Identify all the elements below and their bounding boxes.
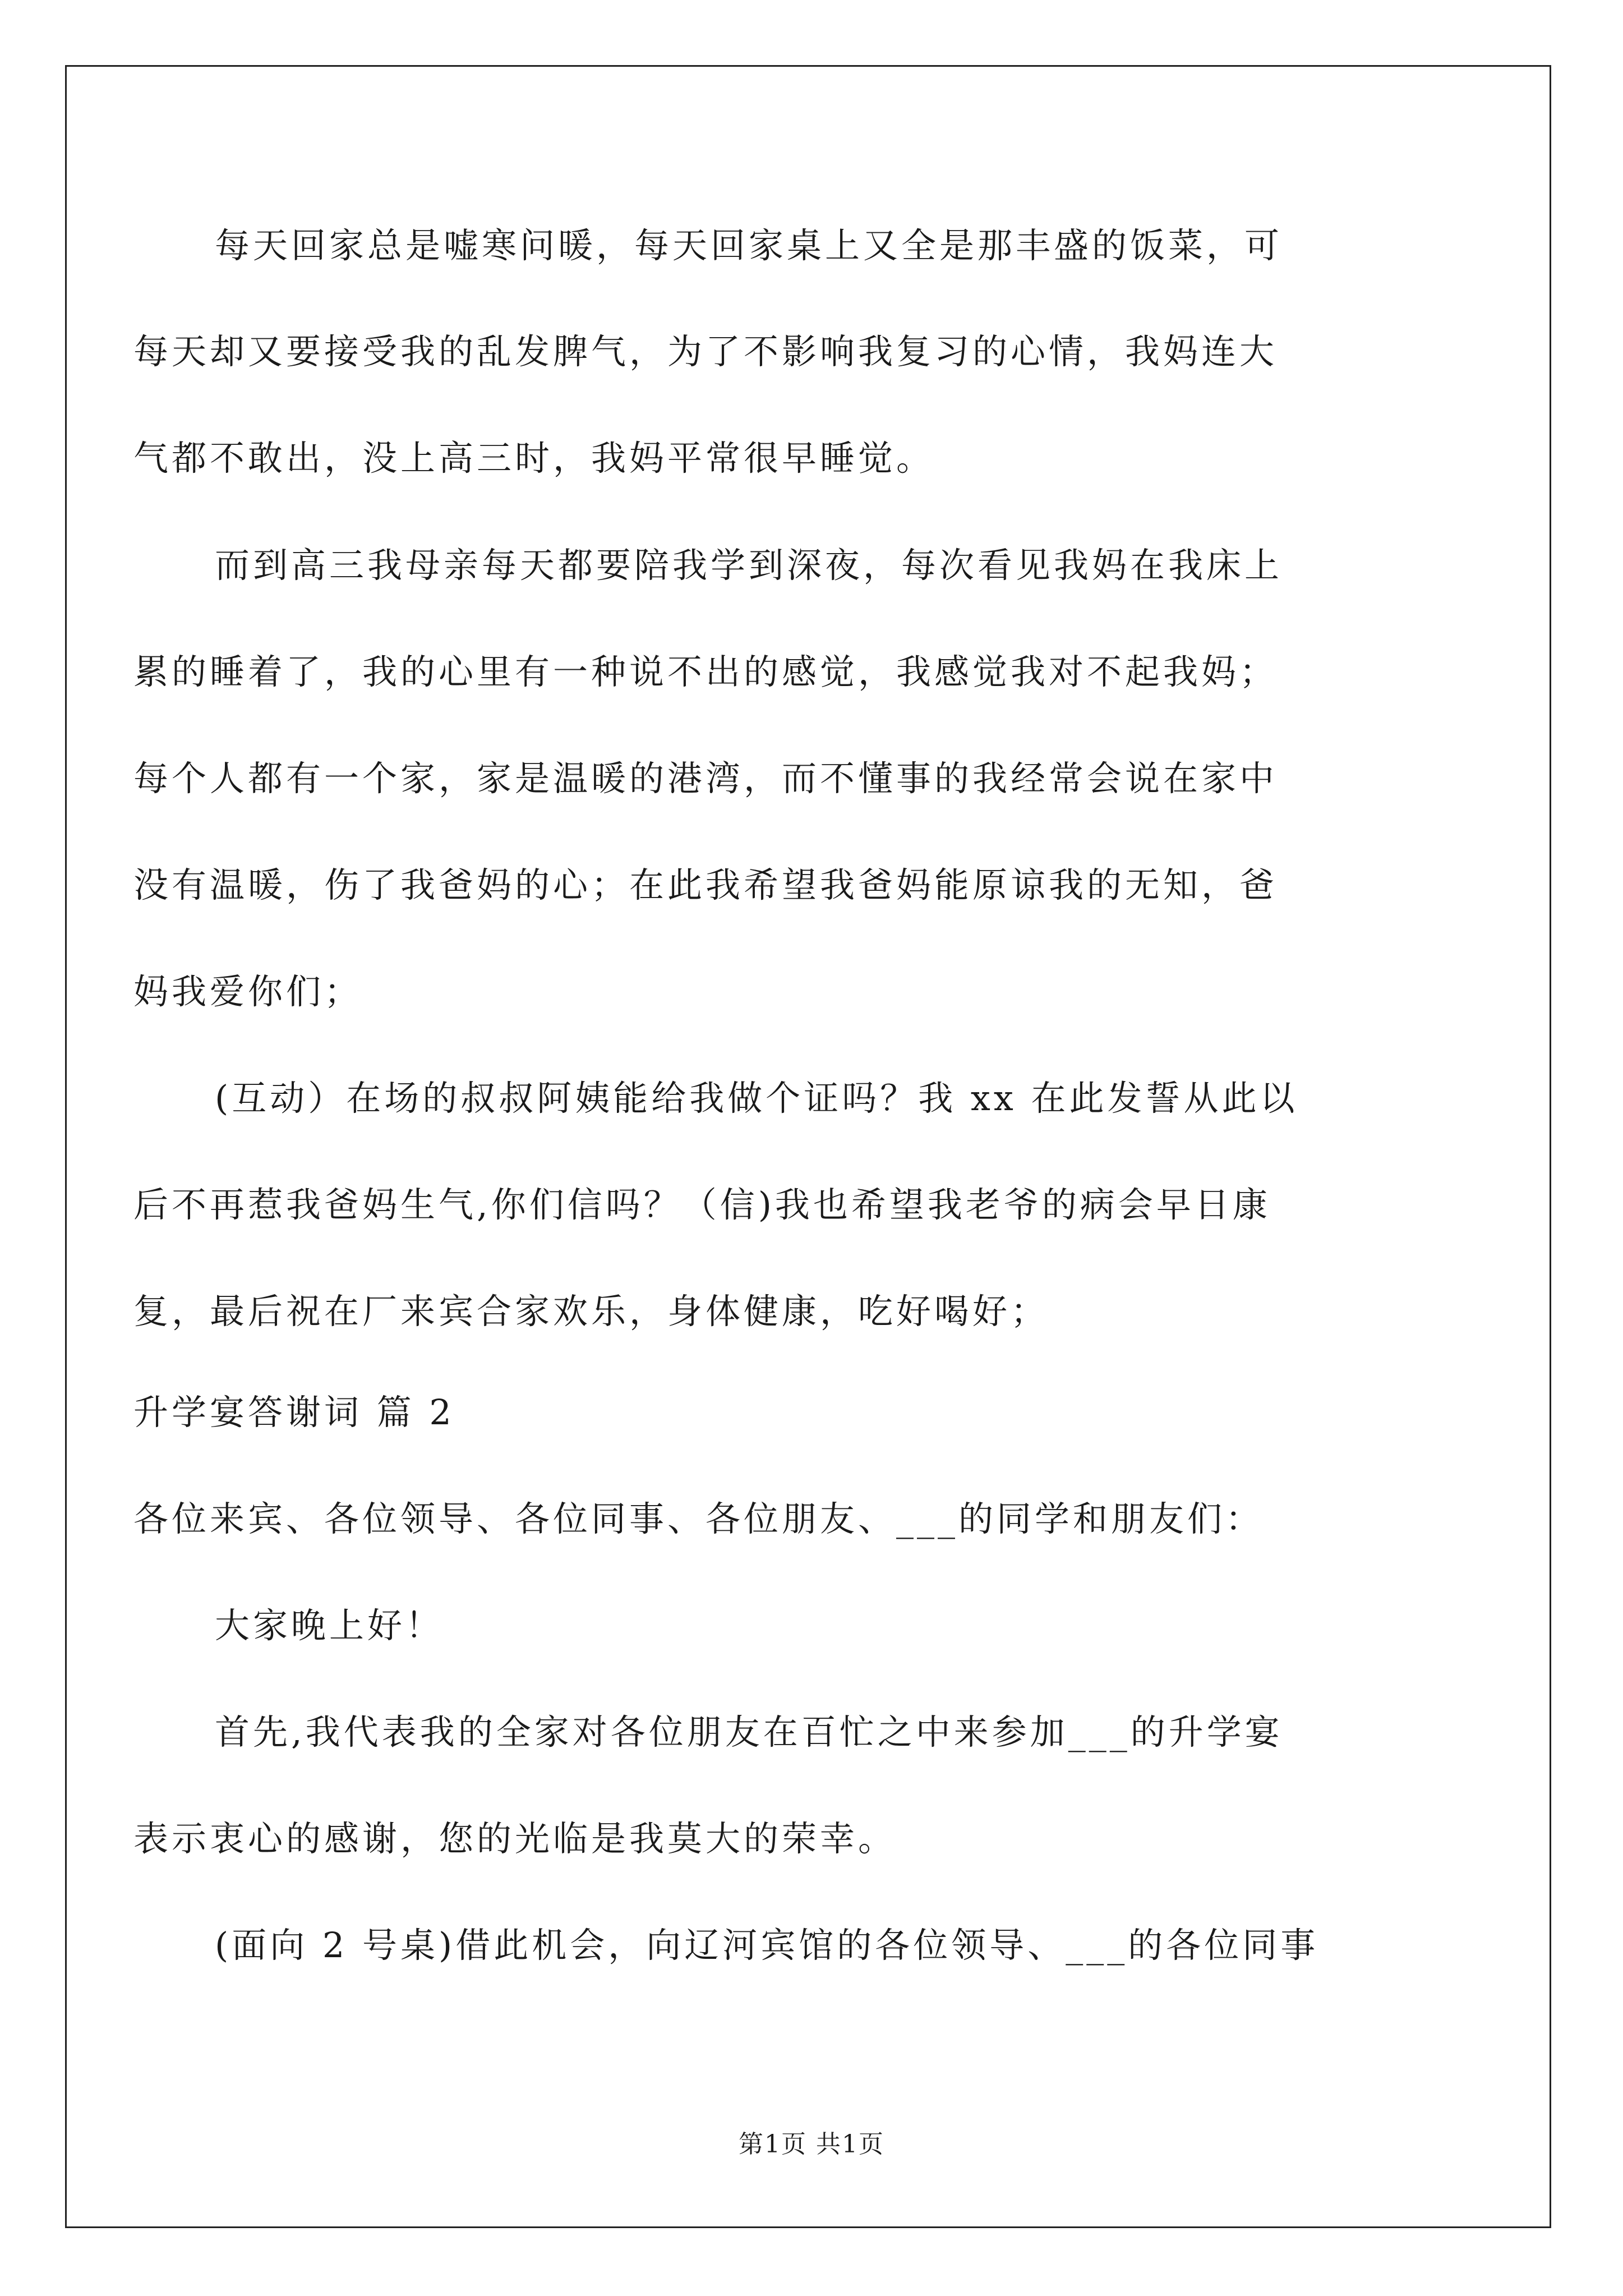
text-line: 每天回家总是嘘寒问暖，每天回家桌上又全是那丰盛的饭菜，可 [215, 225, 1283, 266]
text-line: 没有温暖，伤了我爸妈的心；在此我希望我爸妈能原谅我的无知，爸 [133, 864, 1278, 905]
section-heading: 升学宴答谢词 篇 2 [133, 1392, 455, 1433]
page-footer: 第1页 共1页 [739, 2130, 884, 2159]
text-line: 后不再惹我爸妈生气,你们信吗？（信)我也希望我老爷的病会早日康 [133, 1184, 1271, 1225]
text-line: 每天却又要接受我的乱发脾气，为了不影响我复习的心情，我妈连大 [133, 331, 1278, 372]
text-line: 各位来宾、各位领导、各位同事、各位朋友、___的同学和朋友们： [133, 1498, 1264, 1539]
text-line: 而到高三我母亲每天都要陪我学到深夜，每次看见我妈在我床上 [215, 545, 1283, 586]
text-line: 首先,我代表我的全家对各位朋友在百忙之中来参加___的升学宴 [215, 1711, 1283, 1752]
text-line: 妈我爱你们； [133, 971, 363, 1012]
text-line: 气都不敢出，没上高三时，我妈平常很早睡觉。 [133, 438, 935, 478]
text-line: 表示衷心的感谢，您的光临是我莫大的荣幸。 [133, 1818, 897, 1859]
text-line: 大家晚上好！ [215, 1605, 444, 1646]
text-line: (互动）在场的叔叔阿姨能给我做个证吗？我 xx 在此发誓从此以 [215, 1078, 1298, 1119]
text-line: 累的睡着了，我的心里有一种说不出的感觉，我感觉我对不起我妈； [133, 651, 1278, 692]
text-line: 复，最后祝在厂来宾合家欢乐，身体健康，吃好喝好； [133, 1291, 1049, 1332]
text-line: (面向 2 号桌)借此机会，向辽河宾馆的各位领导、___的各位同事 [215, 1925, 1319, 1966]
text-line: 每个人都有一个家，家是温暖的港湾，而不懂事的我经常会说在家中 [133, 758, 1278, 799]
